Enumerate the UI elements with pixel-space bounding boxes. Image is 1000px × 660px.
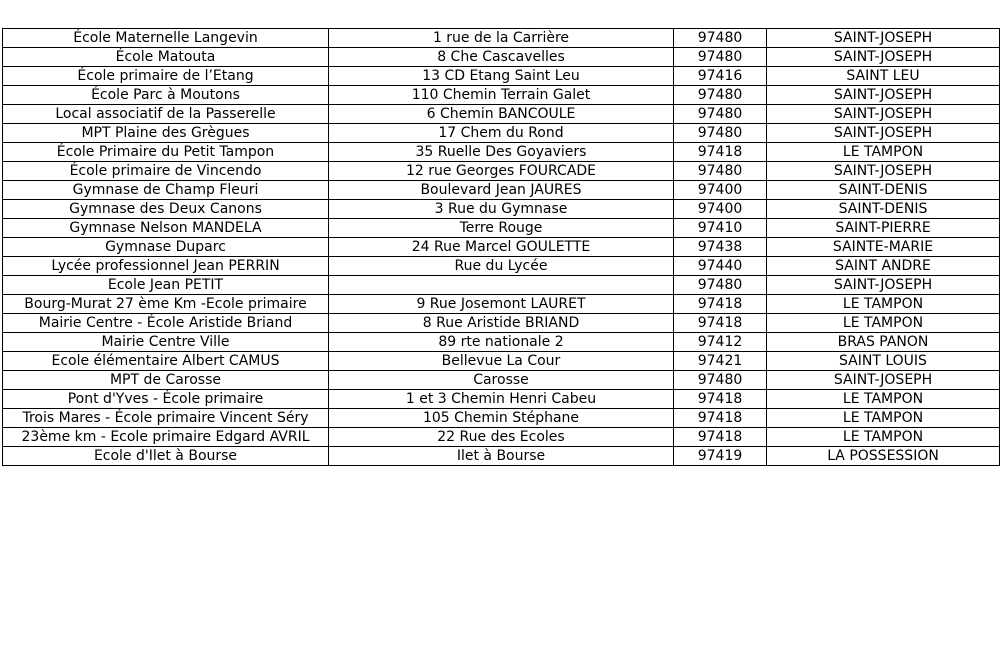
location-name-cell: École primaire de l’Etang [3, 67, 329, 86]
city-cell: SAINT LEU [767, 67, 1000, 86]
city-cell: SAINT-JOSEPH [767, 124, 1000, 143]
city-cell: SAINT-JOSEPH [767, 29, 1000, 48]
city-cell: SAINTE-MARIE [767, 238, 1000, 257]
city-cell: SAINT-JOSEPH [767, 105, 1000, 124]
postcode-cell: 97480 [674, 162, 767, 181]
address-cell: 8 Che Cascavelles [329, 48, 674, 67]
address-cell: 8 Rue Aristide BRIAND [329, 314, 674, 333]
postcode-cell: 97438 [674, 238, 767, 257]
location-name-cell: Ecole Jean PETIT [3, 276, 329, 295]
address-cell: 1 rue de la Carrière [329, 29, 674, 48]
city-cell: SAINT-JOSEPH [767, 86, 1000, 105]
location-name-cell: Gymnase Nelson MANDELA [3, 219, 329, 238]
table-row [3, 105, 1000, 124]
address-cell: 9 Rue Josemont LAURET [329, 295, 674, 314]
city-cell: SAINT-JOSEPH [767, 276, 1000, 295]
postcode-cell: 97480 [674, 105, 767, 124]
city-cell: SAINT-DENIS [767, 181, 1000, 200]
table-row [3, 390, 1000, 409]
address-cell: 22 Rue des Ecoles [329, 428, 674, 447]
postcode-cell: 97480 [674, 29, 767, 48]
location-name-cell: École primaire de Vincendo [3, 162, 329, 181]
location-name-cell: Trois Mares - École primaire Vincent Séry [3, 409, 329, 428]
location-name-cell: MPT Plaine des Grègues [3, 124, 329, 143]
city-cell: LE TAMPON [767, 143, 1000, 162]
location-name-cell: Pont d'Yves - École primaire [3, 390, 329, 409]
table-row [3, 200, 1000, 219]
city-cell: BRAS PANON [767, 333, 1000, 352]
city-cell: LE TAMPON [767, 409, 1000, 428]
address-cell: 13 CD Etang Saint Leu [329, 67, 674, 86]
address-cell: Ilet à Bourse [329, 447, 674, 466]
address-cell: Rue du Lycée [329, 257, 674, 276]
address-cell: 89 rte nationale 2 [329, 333, 674, 352]
address-cell: 1 et 3 Chemin Henri Cabeu [329, 390, 674, 409]
address-cell: 17 Chem du Rond [329, 124, 674, 143]
city-cell: LE TAMPON [767, 295, 1000, 314]
postcode-cell: 97480 [674, 124, 767, 143]
location-name-cell: Ecole élémentaire Albert CAMUS [3, 352, 329, 371]
postcode-cell: 97421 [674, 352, 767, 371]
location-name-cell: MPT de Carosse [3, 371, 329, 390]
postcode-cell: 97412 [674, 333, 767, 352]
table-row [3, 29, 1000, 48]
location-name-cell: Gymnase des Deux Canons [3, 200, 329, 219]
address-cell: 24 Rue Marcel GOULETTE [329, 238, 674, 257]
postcode-cell: 97480 [674, 276, 767, 295]
table-row [3, 447, 1000, 466]
city-cell: LA POSSESSION [767, 447, 1000, 466]
table-row [3, 181, 1000, 200]
location-name-cell: Gymnase de Champ Fleuri [3, 181, 329, 200]
address-cell: 3 Rue du Gymnase [329, 200, 674, 219]
location-name-cell: École Maternelle Langevin [3, 29, 329, 48]
address-cell: 105 Chemin Stéphane [329, 409, 674, 428]
postcode-cell: 97418 [674, 409, 767, 428]
city-cell: SAINT-PIERRE [767, 219, 1000, 238]
location-name-cell: Ecole d'Ilet à Bourse [3, 447, 329, 466]
postcode-cell: 97480 [674, 371, 767, 390]
city-cell: SAINT-JOSEPH [767, 162, 1000, 181]
postcode-cell: 97480 [674, 86, 767, 105]
locations-table-body [3, 29, 1000, 466]
table-row [3, 143, 1000, 162]
address-cell: Bellevue La Cour [329, 352, 674, 371]
location-name-cell: Gymnase Duparc [3, 238, 329, 257]
location-name-cell: Mairie Centre - École Aristide Briand [3, 314, 329, 333]
table-row [3, 67, 1000, 86]
postcode-cell: 97418 [674, 295, 767, 314]
table-row [3, 314, 1000, 333]
table-row [3, 352, 1000, 371]
location-name-cell: École Primaire du Petit Tampon [3, 143, 329, 162]
location-name-cell: Bourg-Murat 27 ème Km -Ecole primaire [3, 295, 329, 314]
address-cell [329, 276, 674, 295]
postcode-cell: 97419 [674, 447, 767, 466]
city-cell: SAINT LOUIS [767, 352, 1000, 371]
address-cell: Terre Rouge [329, 219, 674, 238]
postcode-cell: 97440 [674, 257, 767, 276]
address-cell: Carosse [329, 371, 674, 390]
table-row [3, 295, 1000, 314]
address-cell: 35 Ruelle Des Goyaviers [329, 143, 674, 162]
city-cell: LE TAMPON [767, 390, 1000, 409]
postcode-cell: 97418 [674, 428, 767, 447]
postcode-cell: 97400 [674, 200, 767, 219]
table-row [3, 219, 1000, 238]
postcode-cell: 97480 [674, 48, 767, 67]
table-row [3, 428, 1000, 447]
city-cell: LE TAMPON [767, 428, 1000, 447]
address-cell: Boulevard Jean JAURES [329, 181, 674, 200]
table-row [3, 333, 1000, 352]
postcode-cell: 97410 [674, 219, 767, 238]
table-row [3, 124, 1000, 143]
table-row [3, 238, 1000, 257]
locations-table [2, 28, 1000, 466]
city-cell: SAINT-DENIS [767, 200, 1000, 219]
table-row [3, 371, 1000, 390]
location-name-cell: Lycée professionnel Jean PERRIN [3, 257, 329, 276]
address-cell: 6 Chemin BANCOULE [329, 105, 674, 124]
location-name-cell: École Matouta [3, 48, 329, 67]
postcode-cell: 97418 [674, 390, 767, 409]
city-cell: SAINT ANDRE [767, 257, 1000, 276]
table-row [3, 86, 1000, 105]
location-name-cell: Local associatif de la Passerelle [3, 105, 329, 124]
address-cell: 12 rue Georges FOURCADE [329, 162, 674, 181]
postcode-cell: 97418 [674, 314, 767, 333]
postcode-cell: 97400 [674, 181, 767, 200]
table-row [3, 48, 1000, 67]
address-cell: 110 Chemin Terrain Galet [329, 86, 674, 105]
postcode-cell: 97418 [674, 143, 767, 162]
table-row [3, 257, 1000, 276]
city-cell: LE TAMPON [767, 314, 1000, 333]
city-cell: SAINT-JOSEPH [767, 371, 1000, 390]
location-name-cell: 23ème km - Ecole primaire Edgard AVRIL [3, 428, 329, 447]
location-name-cell: Mairie Centre Ville [3, 333, 329, 352]
locations-sheet [2, 28, 999, 466]
city-cell: SAINT-JOSEPH [767, 48, 1000, 67]
postcode-cell: 97416 [674, 67, 767, 86]
table-row [3, 276, 1000, 295]
table-row [3, 162, 1000, 181]
table-row [3, 409, 1000, 428]
location-name-cell: École Parc à Moutons [3, 86, 329, 105]
